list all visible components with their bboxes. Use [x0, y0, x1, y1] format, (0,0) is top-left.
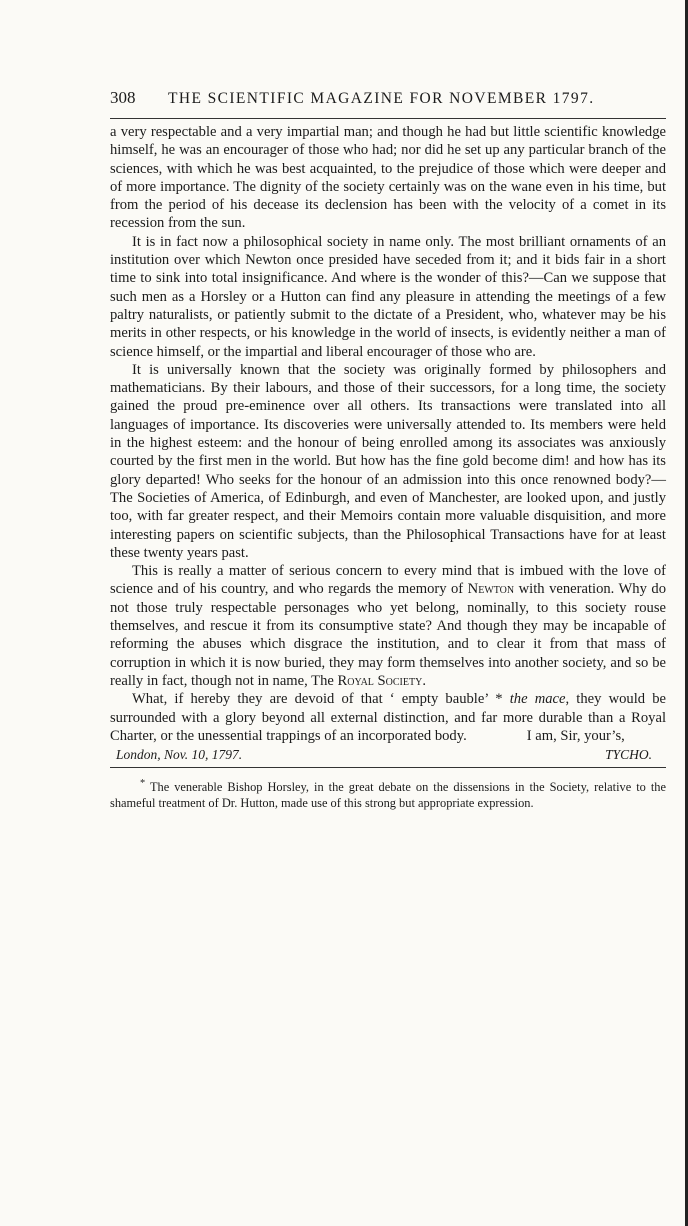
paragraph-4: [110, 562, 666, 690]
paragraph-4-part-3: .: [422, 672, 426, 689]
signature-line: [110, 747, 666, 763]
royal-society-name: Royal Society: [337, 672, 423, 689]
page-number: 308: [110, 88, 136, 107]
paragraph-2: It is in fact now a philosophical society in name only. The most brilliant ornaments of an institution over which Newton once presided have seceded from it; and it bids fair in a short time to sink into total insignificance. And where is the wonder of this?—Can we suppose that such men as a Horsley or a Hutton can find any pleasure in attending the meetings of a few paltry naturalists, or patiently submit to the dictate of a President, who, whatever may be his merits in other respects, or his knowledge in the world of insects, is evidently neither a man of science himself, or the impartial and liberal encourager of those who are.: [110, 233, 666, 360]
footnote-marker: *: [140, 778, 146, 790]
footnote: [110, 776, 666, 811]
running-head-title: THE SCIENTIFIC MAGAZINE FOR NOVEMBER 1797.: [168, 90, 595, 107]
footnote-body: [110, 776, 666, 811]
closing-salutation: I am, Sir, your’s,: [526, 727, 625, 744]
paragraph-1: a very respectable and a very impartial man; and though he had but little scientific knowledge himself, he was an encourager of those who had; nor did he set up any particular branch of the sciences, with which he was best acquainted, to the prejudice of those which were deeper and of more importance. The dignity of the society certainly was on the wane even in his time, but from the period of his decease its declension has been with the velocity of a comet in its recession from the sun.: [110, 124, 666, 232]
place-date: London, Nov. 10, 1797.: [116, 747, 243, 763]
paragraph-3: It is universally known that the society was originally formed by philosophers and mathematicians. By their labours, and those of their successors, for a long time, the society gained the proud pre-eminence over all others. Its transactions were translated into all languages of importance. Its discoveries were universally attended to. Its members were held in the highest esteem: and the honour of being enrolled among its associates was anxiously courted by the first men in the world. But how has the fine gold become dim! and how has its glory departed! Who seeks for the honour of an admission into this once renowned body?—The Societies of America, of Edinburgh, and even of Manchester, are looked upon, and justly too, with far greater respect, and their Memoirs contain more valuable disquisition, and more interesting papers on scientific subjects, than the Philosophical Transactions have for at least these twenty years past.: [110, 361, 666, 561]
paragraph-4-part-2: with veneration. Why do not those truly respectable personages who yet belong, nominally, to this society rouse themselves, and rescue it from its consumptive state? And though they may be incapable of reforming the abuses which disgrace the institution, and to clear it from that mass of corruption in which it is now buried, they may form themselves into another society, and so be really in fact, though not in name, The: [110, 581, 666, 689]
running-header: [110, 88, 666, 119]
mace-phrase: the mace: [509, 691, 566, 708]
paragraph-5-part-1: What, if hereby they are devoid of that ‘ empty bauble’ *: [132, 691, 510, 708]
paragraph-4-part-1: This is really a matter of serious concern to every mind that is imbued with the love of science and of his country, and who regards the memory of: [110, 563, 666, 598]
footnote-text: The venerable Bishop Horsley, in the great debate on the dissensions in the Society, relative to the shameful treatment of Dr. Hutton, made use of this strong but appropriate expression.: [110, 780, 667, 810]
magazine-page: [110, 88, 666, 811]
paragraph-5-part-2: , they would be surrounded with a glory beyond all external distinction, and far more durable than a Royal Charter, or the unessential trappings of an incorporated body.: [110, 691, 666, 744]
author-signature: TYCHO.: [605, 747, 652, 763]
footnote-rule: [110, 767, 666, 768]
article-body: [110, 123, 666, 745]
paragraph-5: [110, 690, 666, 745]
newton-name: Newton: [467, 581, 515, 598]
